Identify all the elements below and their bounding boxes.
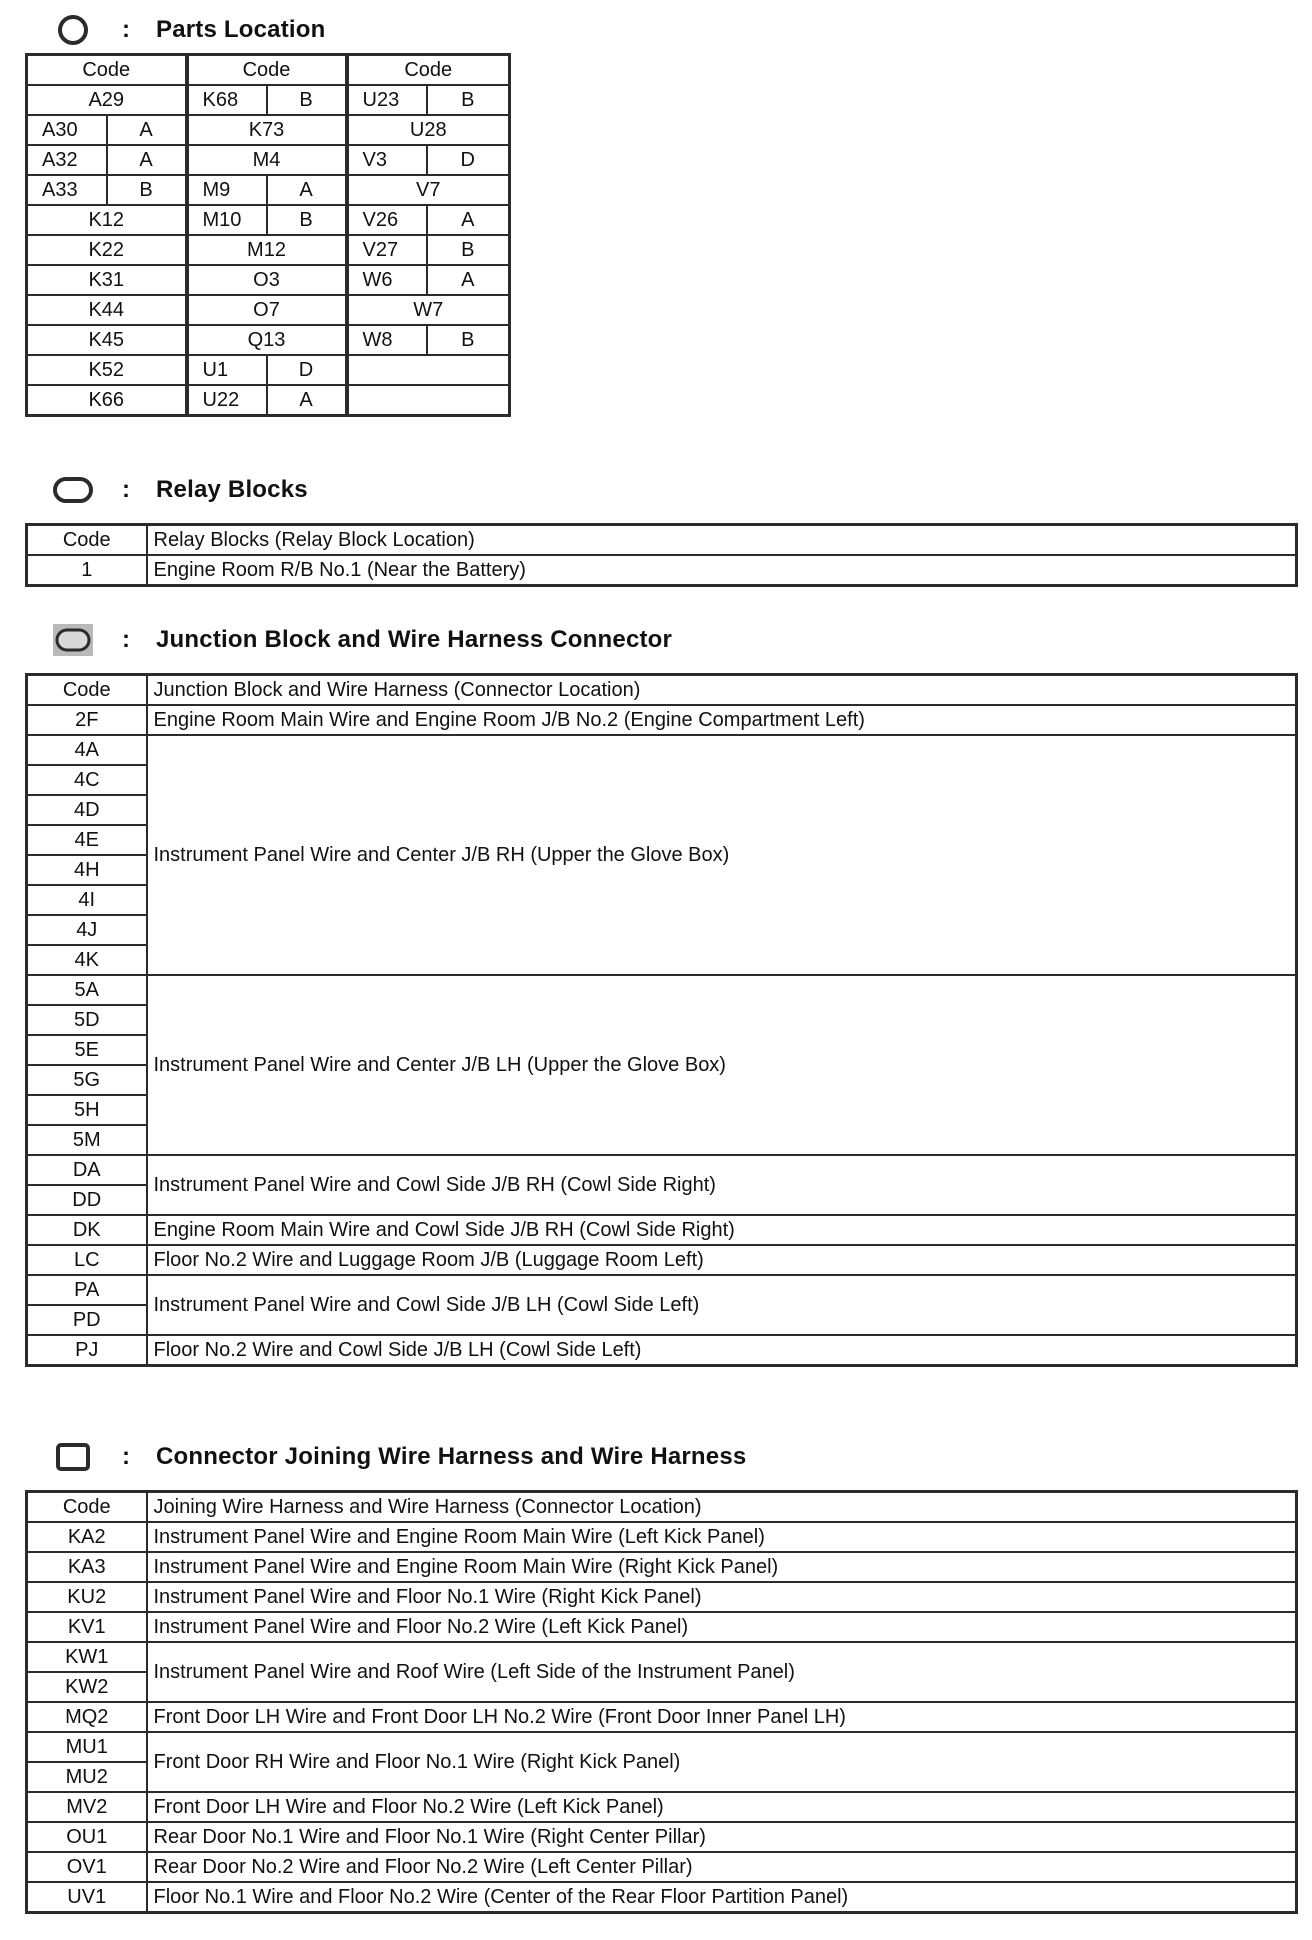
- code-column-header: Code: [27, 1492, 147, 1523]
- table-row: [27, 1335, 1297, 1366]
- connector-code: KU2: [27, 1582, 147, 1612]
- table-row: [27, 1552, 1297, 1582]
- part-code: A33: [27, 175, 107, 205]
- part-code: [347, 385, 510, 416]
- part-location-letter: B: [427, 235, 510, 265]
- part-location-letter: A: [427, 265, 510, 295]
- connector-code: 5A: [27, 975, 147, 1005]
- table-row: [27, 175, 510, 205]
- part-code: Q13: [187, 325, 347, 355]
- connector-code: MV2: [27, 1792, 147, 1822]
- part-location-letter: A: [267, 175, 347, 205]
- connector-joining-heading: [50, 1437, 746, 1477]
- part-code: A32: [27, 145, 107, 175]
- table-row: [27, 555, 1297, 586]
- table-row: [27, 1522, 1297, 1552]
- part-code: K31: [27, 265, 187, 295]
- part-code: V27: [347, 235, 427, 265]
- table-row: [27, 975, 1297, 1005]
- location-description: Instrument Panel Wire and Center J/B LH (Upper the Glove Box): [147, 975, 1297, 1155]
- part-code: M9: [187, 175, 267, 205]
- part-location-letter: D: [267, 355, 347, 385]
- part-location-letter: A: [107, 115, 187, 145]
- rounded-oval-icon: [50, 470, 96, 510]
- table-row: [27, 1215, 1297, 1245]
- connector-code: UV1: [27, 1882, 147, 1913]
- part-code: K45: [27, 325, 187, 355]
- table-row: [27, 85, 510, 115]
- section-title: Connector Joining Wire Harness and Wire Harness: [156, 1443, 747, 1470]
- connector-code: KW2: [27, 1672, 147, 1702]
- table-row: [27, 705, 1297, 735]
- table-row: [27, 1882, 1297, 1913]
- section-title: Junction Block and Wire Harness Connector: [156, 626, 673, 653]
- connector-code: DD: [27, 1185, 147, 1215]
- table-row: [27, 115, 510, 145]
- connector-code: OU1: [27, 1822, 147, 1852]
- connector-code: 1: [27, 555, 147, 586]
- connector-code: DK: [27, 1215, 147, 1245]
- part-code: W7: [347, 295, 510, 325]
- part-code: V3: [347, 145, 427, 175]
- description-column-header: Joining Wire Harness and Wire Harness (Connector Location): [147, 1492, 1297, 1523]
- part-code: W8: [347, 325, 427, 355]
- part-code: M12: [187, 235, 347, 265]
- table-row: [27, 1792, 1297, 1822]
- connector-code: 4D: [27, 795, 147, 825]
- location-description: Floor No.1 Wire and Floor No.2 Wire (Center of the Rear Floor Partition Panel): [147, 1882, 1297, 1913]
- part-code: U1: [187, 355, 267, 385]
- part-code: K22: [27, 235, 187, 265]
- junction-block-table: [25, 673, 1298, 1367]
- part-code: M4: [187, 145, 347, 175]
- connector-joining-table: [25, 1490, 1298, 1914]
- header-row: [27, 675, 1297, 706]
- table-row: [27, 1275, 1297, 1305]
- table-row: [27, 1642, 1297, 1672]
- header-row: [27, 1492, 1297, 1523]
- section-colon: :: [122, 476, 130, 503]
- part-code: V26: [347, 205, 427, 235]
- part-location-letter: A: [427, 205, 510, 235]
- table-row: [27, 1732, 1297, 1762]
- code-column-header: Code: [27, 525, 147, 556]
- connector-code: 4A: [27, 735, 147, 765]
- connector-code: LC: [27, 1245, 147, 1275]
- table-row: [27, 385, 510, 416]
- location-description: Engine Room Main Wire and Cowl Side J/B RH (Cowl Side Right): [147, 1215, 1297, 1245]
- location-description: Instrument Panel Wire and Cowl Side J/B RH (Cowl Side Right): [147, 1155, 1297, 1215]
- junction-block-heading: [50, 620, 672, 660]
- shaded-oval-icon: [50, 620, 96, 660]
- connector-code: OV1: [27, 1852, 147, 1882]
- location-description: Floor No.2 Wire and Cowl Side J/B LH (Cowl Side Left): [147, 1335, 1297, 1366]
- code-column-header: Code: [27, 675, 147, 706]
- connector-code: 5M: [27, 1125, 147, 1155]
- table-row: [27, 1702, 1297, 1732]
- part-code: O3: [187, 265, 347, 295]
- location-description: Instrument Panel Wire and Center J/B RH (Upper the Glove Box): [147, 735, 1297, 975]
- part-location-letter: B: [267, 205, 347, 235]
- part-location-letter: D: [427, 145, 510, 175]
- connector-code: KA2: [27, 1522, 147, 1552]
- connector-code: 4H: [27, 855, 147, 885]
- connector-code: 5E: [27, 1035, 147, 1065]
- connector-code: DA: [27, 1155, 147, 1185]
- table-row: [27, 145, 510, 175]
- part-code: K44: [27, 295, 187, 325]
- connector-code: 4E: [27, 825, 147, 855]
- connector-code: KV1: [27, 1612, 147, 1642]
- location-description: Rear Door No.2 Wire and Floor No.2 Wire (Left Center Pillar): [147, 1852, 1297, 1882]
- column-header: Code: [187, 55, 347, 86]
- part-code: K68: [187, 85, 267, 115]
- connector-code: 4C: [27, 765, 147, 795]
- table-row: [27, 265, 510, 295]
- connector-code: 5G: [27, 1065, 147, 1095]
- location-description: Instrument Panel Wire and Cowl Side J/B LH (Cowl Side Left): [147, 1275, 1297, 1335]
- location-description: Front Door LH Wire and Floor No.2 Wire (Left Kick Panel): [147, 1792, 1297, 1822]
- table-row: [27, 1582, 1297, 1612]
- connector-code: KA3: [27, 1552, 147, 1582]
- part-code: K12: [27, 205, 187, 235]
- connector-code: 5H: [27, 1095, 147, 1125]
- square-icon: [50, 1437, 96, 1477]
- location-description: Engine Room Main Wire and Engine Room J/B No.2 (Engine Compartment Left): [147, 705, 1297, 735]
- table-row: [27, 325, 510, 355]
- table-row: [27, 1822, 1297, 1852]
- part-code: A29: [27, 85, 187, 115]
- location-description: Instrument Panel Wire and Engine Room Main Wire (Right Kick Panel): [147, 1552, 1297, 1582]
- part-code: W6: [347, 265, 427, 295]
- part-code: M10: [187, 205, 267, 235]
- part-location-letter: B: [107, 175, 187, 205]
- part-location-letter: A: [267, 385, 347, 416]
- connector-code: 2F: [27, 705, 147, 735]
- connector-code: PD: [27, 1305, 147, 1335]
- section-colon: :: [122, 1443, 130, 1470]
- location-description: Instrument Panel Wire and Floor No.2 Wire (Left Kick Panel): [147, 1612, 1297, 1642]
- section-title: Parts Location: [156, 16, 326, 43]
- table-row: [27, 1155, 1297, 1185]
- connector-code: 4I: [27, 885, 147, 915]
- table-row: [27, 1245, 1297, 1275]
- circle-icon: [50, 10, 96, 50]
- part-location-letter: A: [107, 145, 187, 175]
- part-code: U23: [347, 85, 427, 115]
- section-colon: :: [122, 626, 130, 653]
- part-code: K52: [27, 355, 187, 385]
- part-location-letter: B: [427, 325, 510, 355]
- description-column-header: Relay Blocks (Relay Block Location): [147, 525, 1297, 556]
- header-row: [27, 525, 1297, 556]
- connector-code: 4J: [27, 915, 147, 945]
- part-code: [347, 355, 510, 385]
- connector-code: 5D: [27, 1005, 147, 1035]
- connector-code: PJ: [27, 1335, 147, 1366]
- part-code: A30: [27, 115, 107, 145]
- location-description: Instrument Panel Wire and Floor No.1 Wire (Right Kick Panel): [147, 1582, 1297, 1612]
- location-description: Floor No.2 Wire and Luggage Room J/B (Luggage Room Left): [147, 1245, 1297, 1275]
- connector-code: MU2: [27, 1762, 147, 1792]
- location-description: Rear Door No.1 Wire and Floor No.1 Wire (Right Center Pillar): [147, 1822, 1297, 1852]
- column-header: Code: [27, 55, 187, 86]
- section-title: Relay Blocks: [156, 476, 308, 503]
- relay-blocks-heading: [50, 470, 308, 510]
- parts-location-heading: [50, 10, 326, 50]
- part-code: O7: [187, 295, 347, 325]
- part-location-letter: B: [267, 85, 347, 115]
- table-row: [27, 205, 510, 235]
- table-row: [27, 1852, 1297, 1882]
- parts-location-table: [25, 53, 511, 417]
- location-description: Engine Room R/B No.1 (Near the Battery): [147, 555, 1297, 586]
- relay-blocks-table: [25, 523, 1298, 587]
- connector-code: KW1: [27, 1642, 147, 1672]
- location-description: Instrument Panel Wire and Engine Room Main Wire (Left Kick Panel): [147, 1522, 1297, 1552]
- connector-code: MQ2: [27, 1702, 147, 1732]
- part-code: V7: [347, 175, 510, 205]
- column-header: Code: [347, 55, 510, 86]
- table-row: [27, 1612, 1297, 1642]
- connector-code: PA: [27, 1275, 147, 1305]
- table-row: [27, 735, 1297, 765]
- connector-code: MU1: [27, 1732, 147, 1762]
- location-description: Instrument Panel Wire and Roof Wire (Left Side of the Instrument Panel): [147, 1642, 1297, 1702]
- table-row: [27, 295, 510, 325]
- table-row: [27, 355, 510, 385]
- part-code: K66: [27, 385, 187, 416]
- location-description: Front Door RH Wire and Floor No.1 Wire (Right Kick Panel): [147, 1732, 1297, 1792]
- part-code: K73: [187, 115, 347, 145]
- connector-code: 4K: [27, 945, 147, 975]
- section-colon: :: [122, 16, 130, 43]
- table-row: [27, 235, 510, 265]
- location-description: Front Door LH Wire and Front Door LH No.2 Wire (Front Door Inner Panel LH): [147, 1702, 1297, 1732]
- part-code: U22: [187, 385, 267, 416]
- description-column-header: Junction Block and Wire Harness (Connector Location): [147, 675, 1297, 706]
- part-location-letter: B: [427, 85, 510, 115]
- part-code: U28: [347, 115, 510, 145]
